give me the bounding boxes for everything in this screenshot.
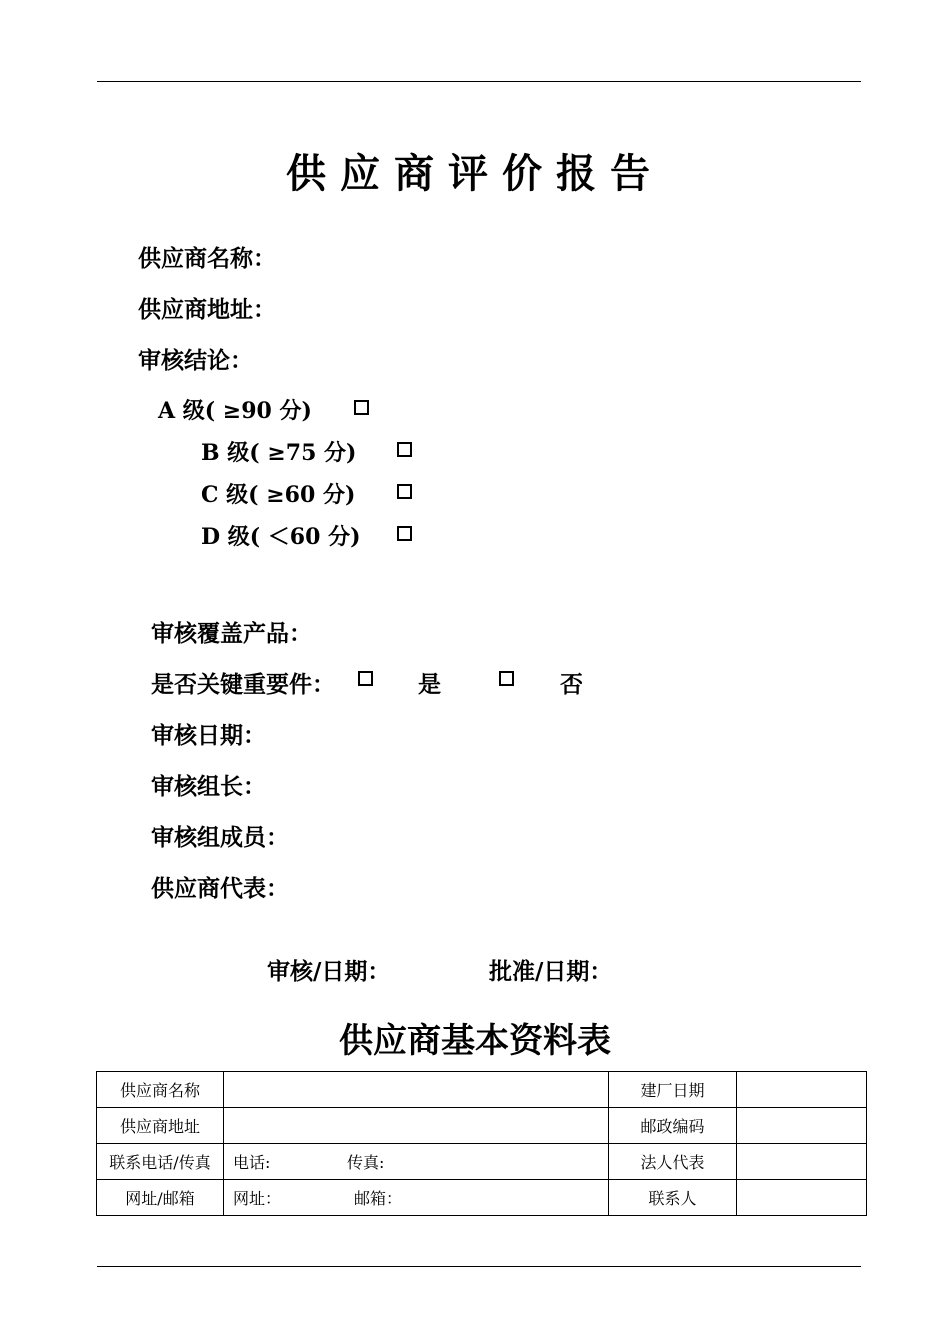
- team-leader-label: 审核组长：: [151, 773, 266, 800]
- phone-fax-cell[interactable]: [224, 1144, 609, 1180]
- table-cell-label: 邮政编码: [609, 1108, 737, 1144]
- header-rule: [97, 81, 861, 82]
- grade-b-checkbox[interactable]: [397, 442, 412, 457]
- table-cell-label: 网址/邮箱: [97, 1180, 224, 1216]
- approve-date-label: 批准/日期：: [489, 958, 613, 985]
- audit-date-label: 审核日期：: [151, 722, 266, 749]
- key-part-yes-checkbox[interactable]: [358, 671, 373, 686]
- grade-a-checkbox[interactable]: [354, 400, 369, 415]
- website-label: 网址：: [233, 1189, 282, 1208]
- grade-d-checkbox[interactable]: [397, 526, 412, 541]
- fax-label: 传真:: [347, 1153, 385, 1172]
- table-row: [97, 1072, 867, 1108]
- key-part-yes-label: 是: [418, 671, 441, 698]
- supplier-name-label: 供应商名称：: [138, 245, 276, 272]
- table-row: [97, 1108, 867, 1144]
- table-cell-label: 供应商名称: [97, 1072, 224, 1108]
- legal-rep-cell[interactable]: [737, 1144, 867, 1180]
- table-cell-label: 联系电话/传真: [97, 1144, 224, 1180]
- review-date-label: 审核/日期：: [267, 958, 391, 985]
- team-members-label: 审核组成员：: [151, 824, 289, 851]
- phone-label: 电话:: [233, 1153, 271, 1172]
- covered-products-label: 审核覆盖产品：: [151, 620, 312, 647]
- website-email-cell[interactable]: [224, 1180, 609, 1216]
- basic-info-title: 供应商基本资料表: [339, 1021, 611, 1061]
- table-cell-label: 建厂日期: [609, 1072, 737, 1108]
- postal-code-cell[interactable]: [737, 1108, 867, 1144]
- key-part-no-label: 否: [560, 671, 583, 698]
- table-cell-label: 供应商地址: [97, 1108, 224, 1144]
- email-label: 邮箱：: [354, 1189, 403, 1208]
- basic-info-table: [96, 1071, 867, 1216]
- supplier-address-cell[interactable]: [224, 1108, 609, 1144]
- audit-conclusion-label: 审核结论：: [138, 347, 253, 374]
- key-part-no-checkbox[interactable]: [499, 671, 514, 686]
- table-row: [97, 1144, 867, 1180]
- table-row: [97, 1180, 867, 1216]
- supplier-rep-label: 供应商代表：: [151, 875, 289, 902]
- key-part-label: 是否关键重要件：: [151, 671, 335, 698]
- table-cell-label: 联系人: [609, 1180, 737, 1216]
- grade-b-label: B 级( ≥75 分): [201, 440, 357, 466]
- supplier-address-label: 供应商地址：: [138, 296, 276, 323]
- footer-rule: [97, 1266, 861, 1267]
- founding-date-cell[interactable]: [737, 1072, 867, 1108]
- grade-a-label: A 级( ≥90 分): [158, 398, 312, 424]
- supplier-name-cell[interactable]: [224, 1072, 609, 1108]
- report-title: 供应商评价报告: [286, 150, 664, 197]
- table-cell-label: 法人代表: [609, 1144, 737, 1180]
- grade-d-label: D 级( ＜60 分): [201, 524, 361, 550]
- grade-c-checkbox[interactable]: [397, 484, 412, 499]
- contact-person-cell[interactable]: [737, 1180, 867, 1216]
- grade-c-label: C 级( ≥60 分): [201, 482, 356, 508]
